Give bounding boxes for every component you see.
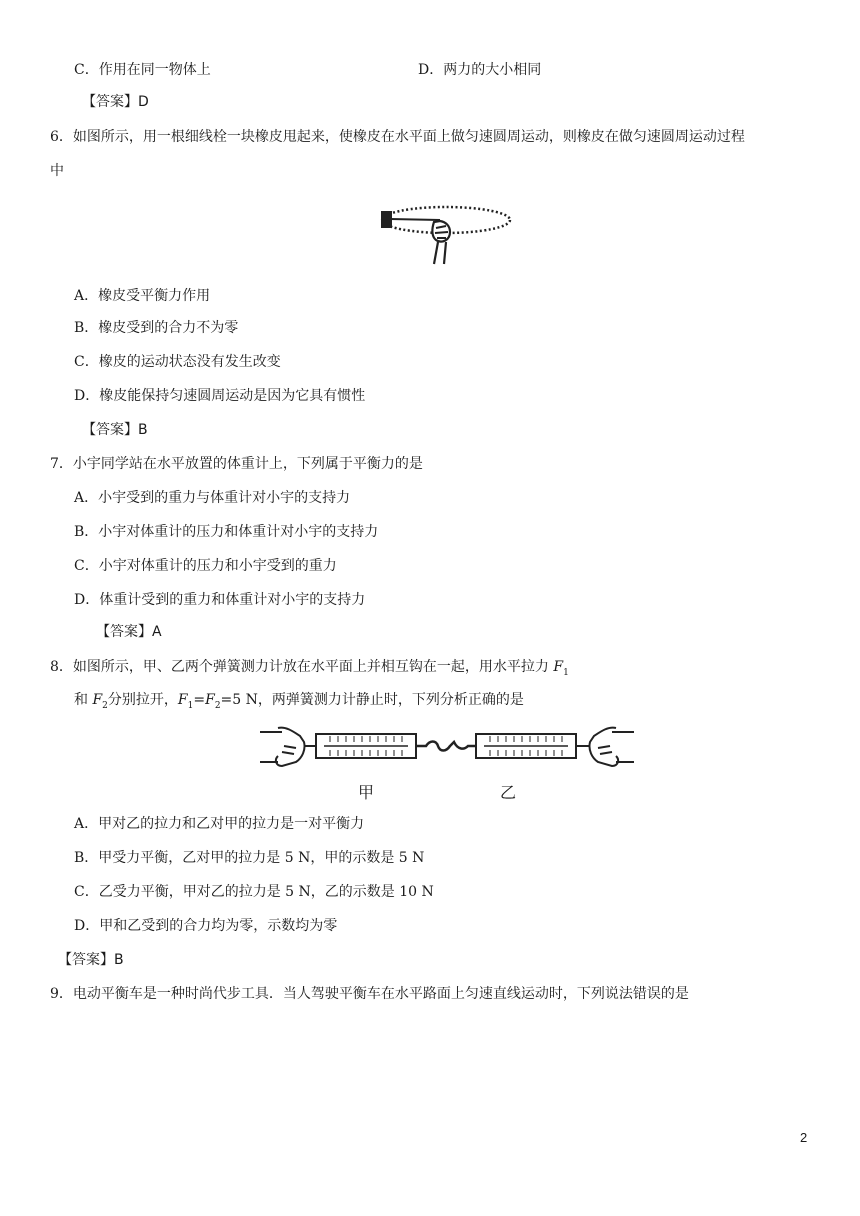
q8-f1: F [553, 659, 564, 675]
left-hand [260, 728, 305, 766]
q7-option-d: D．体重计受到的重力和体重计对小宇的支持力 [74, 592, 366, 608]
q8-stem-line1-text: 8．如图所示，甲、乙两个弹簧测力计放在水平面上并相互钩在一起，用水平拉力 [50, 659, 554, 675]
q8-f2-sub: 2 [102, 700, 108, 711]
q8-f1-sub: 1 [563, 667, 569, 678]
q8-option-a: A．甲对乙的拉力和乙对甲的拉力是一对平衡力 [74, 816, 365, 832]
q7-option-a: A．小宇受到的重力与体重计对小宇的支持力 [74, 490, 351, 506]
q6-option-d: D．橡皮能保持匀速圆周运动是因为它具有惯性 [74, 388, 366, 404]
q5-answer: 【答案】D [82, 94, 149, 110]
right-hand [589, 728, 634, 766]
q8-stem-line2-post: =5 N，两弹簧测力计静止时，下列分析正确的是 [220, 692, 524, 708]
q7-answer: 【答案】A [96, 624, 162, 640]
q9-stem: 9．电动平衡车是一种时尚代步工具．当人驾驶平衡车在水平路面上匀速直线运动时，下列说法错误的是 [50, 986, 689, 1002]
spring-scale-yi [476, 734, 576, 758]
q8-option-d: D．甲和乙受到的合力均为零，示数均为零 [74, 918, 338, 934]
label-jia: 甲 [358, 783, 375, 802]
q8-eq-f2: F [205, 692, 215, 708]
q8-eq-sign: = [193, 692, 206, 708]
spring-scales-figure [258, 722, 636, 774]
wrist [434, 242, 446, 264]
q8-eq-f2-sub: 2 [214, 700, 221, 711]
q6-option-b: B．橡皮受到的合力不为零 [74, 320, 239, 336]
q8-stem-line2-mid: 分别拉开， [107, 692, 178, 708]
q8-stem-line1 [50, 657, 569, 683]
hooks-linked [416, 742, 476, 751]
q8-stem-line2 [74, 690, 524, 716]
q8-stem-line2-pre: 和 [74, 692, 93, 708]
q7-option-b: B．小宇对体重计的压力和体重计对小宇的支持力 [74, 524, 379, 540]
q8-option-c: C．乙受力平衡，甲对乙的拉力是 5 N，乙的示数是 10 N [74, 884, 434, 900]
q8-eq-f1: F [177, 692, 188, 708]
q5-option-d: D．两力的大小相同 [418, 62, 542, 78]
page-number: 2 [800, 1130, 808, 1145]
q8-answer: 【答案】B [58, 952, 124, 968]
q7-option-c: C．小宇对体重计的压力和小宇受到的重力 [74, 558, 337, 574]
q8-eq-f1-sub: 1 [187, 700, 194, 711]
q5-option-c: C．作用在同一物体上 [74, 62, 211, 78]
q6-answer: 【答案】B [82, 422, 148, 438]
eraser-circular-motion-figure [376, 196, 516, 268]
q6-stem-line1: 6．如图所示，用一根细线栓一块橡皮甩起来，使橡皮在水平面上做匀速圆周运动，则橡皮在做匀速圆周运动过程 [50, 129, 745, 145]
string [390, 219, 440, 220]
q6-option-a: A．橡皮受平衡力作用 [74, 288, 211, 304]
label-yi: 乙 [500, 783, 517, 802]
q8-f2: F [92, 692, 103, 708]
q6-option-c: C．橡皮的运动状态没有发生改变 [74, 354, 281, 370]
q8-option-b: B．甲受力平衡，乙对甲的拉力是 5 N，甲的示数是 5 N [74, 850, 425, 866]
spring-scale-jia [316, 734, 416, 758]
q6-stem-line2: 中 [50, 163, 64, 179]
q7-stem: 7．小宇同学站在水平放置的体重计上，下列属于平衡力的是 [50, 456, 423, 472]
